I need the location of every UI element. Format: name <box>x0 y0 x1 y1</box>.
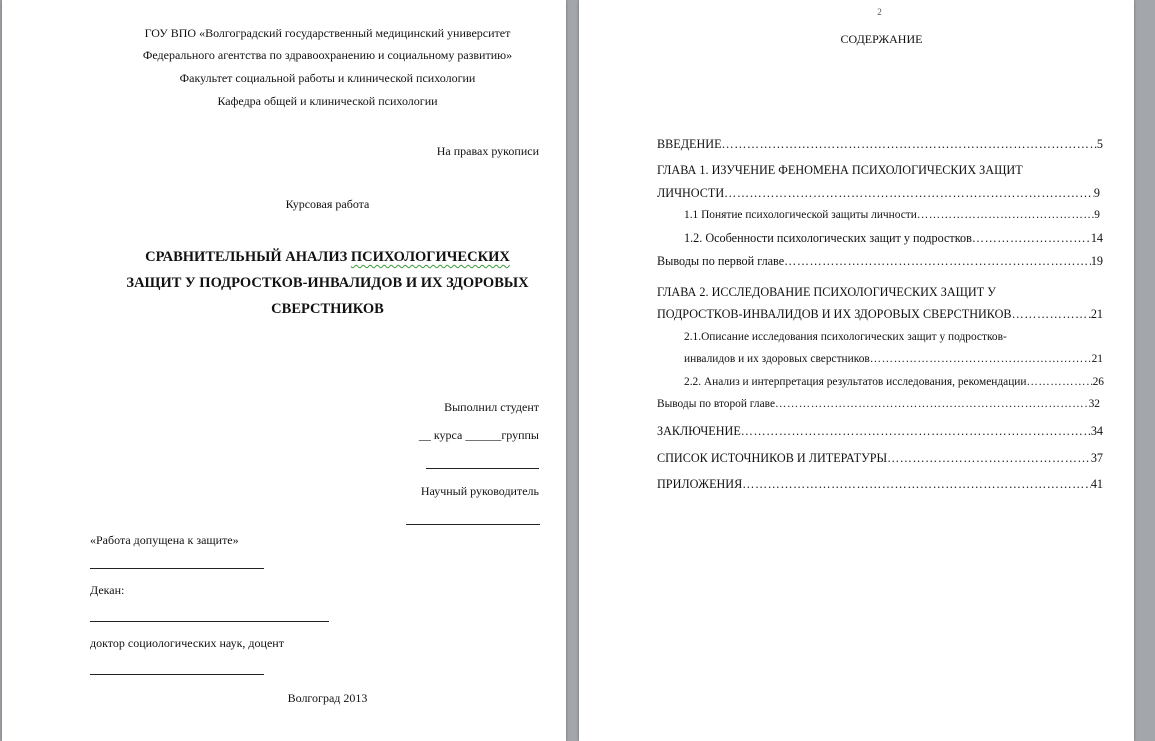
dean-label: Декан: <box>90 583 125 597</box>
toc-page: 21 <box>1090 307 1103 321</box>
toc-leader <box>870 352 1092 367</box>
toc-leader <box>1012 307 1091 322</box>
toc-entry <box>657 254 1103 269</box>
toc-leader <box>972 231 1091 246</box>
toc-entry <box>684 231 1103 246</box>
toc-page: 21 <box>1091 353 1103 365</box>
toc-entry <box>657 424 1103 439</box>
course-group-line: __ курса ______группы <box>418 428 539 442</box>
toc-page: 26 <box>1092 376 1104 388</box>
supervisor-name-line <box>406 524 540 525</box>
toc-entry <box>657 163 1023 178</box>
toc-entry <box>684 208 1100 223</box>
toc-entry <box>657 186 1100 201</box>
dean-name-line <box>90 674 264 675</box>
toc-leader <box>887 451 1091 466</box>
toc-label: ЛИЧНОСТИ <box>657 186 725 200</box>
dean-degree: доктор социологических наук, доцент <box>90 636 284 650</box>
toc-label: ПРИЛОЖЕНИЯ <box>657 477 743 491</box>
admitted-label: «Работа допущена к защите» <box>90 533 239 547</box>
supervisor-label: Научный руководитель <box>420 484 539 498</box>
work-title-line-2: ЗАЩИТ У ПОДРОСТКОВ-ИНВАЛИДОВ И ИХ ЗДОРОВЫХ <box>126 275 529 291</box>
dean-signature-line <box>90 621 329 622</box>
department-line: Кафедра общей и клинической психологии <box>217 94 438 108</box>
toc-leader <box>917 208 1094 223</box>
student-label: Выполнил студент <box>444 400 539 414</box>
toc-label: 1.1 Понятие психологической защиты личности <box>684 209 917 221</box>
toc-entry <box>684 375 1104 390</box>
toc-page: 34 <box>1090 424 1103 438</box>
work-title-line-1 <box>2 244 653 270</box>
spellcheck-underline: ПСИХОЛОГИЧЕСКИХ <box>350 249 510 265</box>
toc-label: ГЛАВА 2. ИССЛЕДОВАНИЕ ПСИХОЛОГИЧЕСКИХ ЗАЩИТ У <box>657 285 996 299</box>
toc-leader <box>722 137 1097 152</box>
toc-label: 1.2. Особенности психологических защит у подростков <box>684 231 972 245</box>
toc-label: ГЛАВА 1. ИЗУЧЕНИЕ ФЕНОМЕНА ПСИХОЛОГИЧЕСКИХ ЗАЩИТ <box>657 163 1023 177</box>
toc-leader <box>1027 375 1093 390</box>
admitted-signature-line <box>90 568 264 569</box>
toc-page: 14 <box>1090 231 1103 245</box>
contents-page <box>579 0 1134 741</box>
toc-label: 2.2. Анализ и интерпретация результатов исследования, рекомендации <box>684 376 1027 388</box>
toc-page: 41 <box>1090 477 1103 491</box>
work-title-line-3: СВЕРСТНИКОВ <box>271 301 384 317</box>
student-name-line <box>426 468 539 469</box>
toc-label: ВВЕДЕНИЕ <box>657 137 722 151</box>
toc-entry <box>684 330 1007 345</box>
title-page <box>2 0 566 741</box>
toc-leader <box>741 424 1091 439</box>
toc-label: ЗАКЛЮЧЕНИЕ <box>657 424 741 438</box>
toc-page: 32 <box>1088 398 1100 410</box>
page-number: 2 <box>877 7 882 17</box>
toc-entry <box>657 307 1103 322</box>
toc-label: 2.1.Описание исследования психологических защит у подростков- <box>684 331 1007 343</box>
toc-page: 37 <box>1090 451 1103 465</box>
city-year: Волгоград 2013 <box>287 691 368 705</box>
toc-entry <box>657 451 1103 466</box>
toc-entry <box>657 477 1103 492</box>
toc-page: 5 <box>1096 137 1103 151</box>
faculty-line: Факультет социальной работы и клинической психологии <box>179 71 476 85</box>
toc-leader <box>784 254 1091 269</box>
toc-label: Выводы по второй главе <box>657 398 776 410</box>
toc-leader <box>775 397 1089 412</box>
toc-label: СПИСОК ИСТОЧНИКОВ И ЛИТЕРАТУРЫ <box>657 451 888 465</box>
university-line: ГОУ ВПО «Волгоградский государственный медицинский университет <box>144 26 511 40</box>
toc-label: Выводы по первой главе <box>657 254 785 268</box>
work-type: Курсовая работа <box>285 197 370 211</box>
toc-entry <box>657 137 1103 152</box>
agency-line: Федерального агентства по здравоохранению и социальному развитию» <box>142 48 513 62</box>
toc-page: 19 <box>1090 254 1103 268</box>
work-title-line-1-text: СРАВНИТЕЛЬНЫЙ АНАЛИЗ ПСИХОЛОГИЧЕСКИХ <box>145 249 510 265</box>
contents-heading: СОДЕРЖАНИЕ <box>840 32 923 46</box>
toc-leader <box>724 186 1094 201</box>
toc-entry <box>657 285 996 300</box>
toc-page: 9 <box>1093 186 1100 200</box>
toc-page: 9 <box>1094 209 1100 221</box>
toc-label: инвалидов и их здоровых сверстников <box>684 353 870 365</box>
toc-leader <box>742 477 1091 492</box>
toc-entry <box>684 352 1103 367</box>
manuscript-note: На правах рукописи <box>436 144 539 158</box>
toc-label: ПОДРОСТКОВ-ИНВАЛИДОВ И ИХ ЗДОРОВЫХ СВЕРСТНИКОВ <box>657 307 1012 321</box>
toc-entry <box>657 397 1100 412</box>
